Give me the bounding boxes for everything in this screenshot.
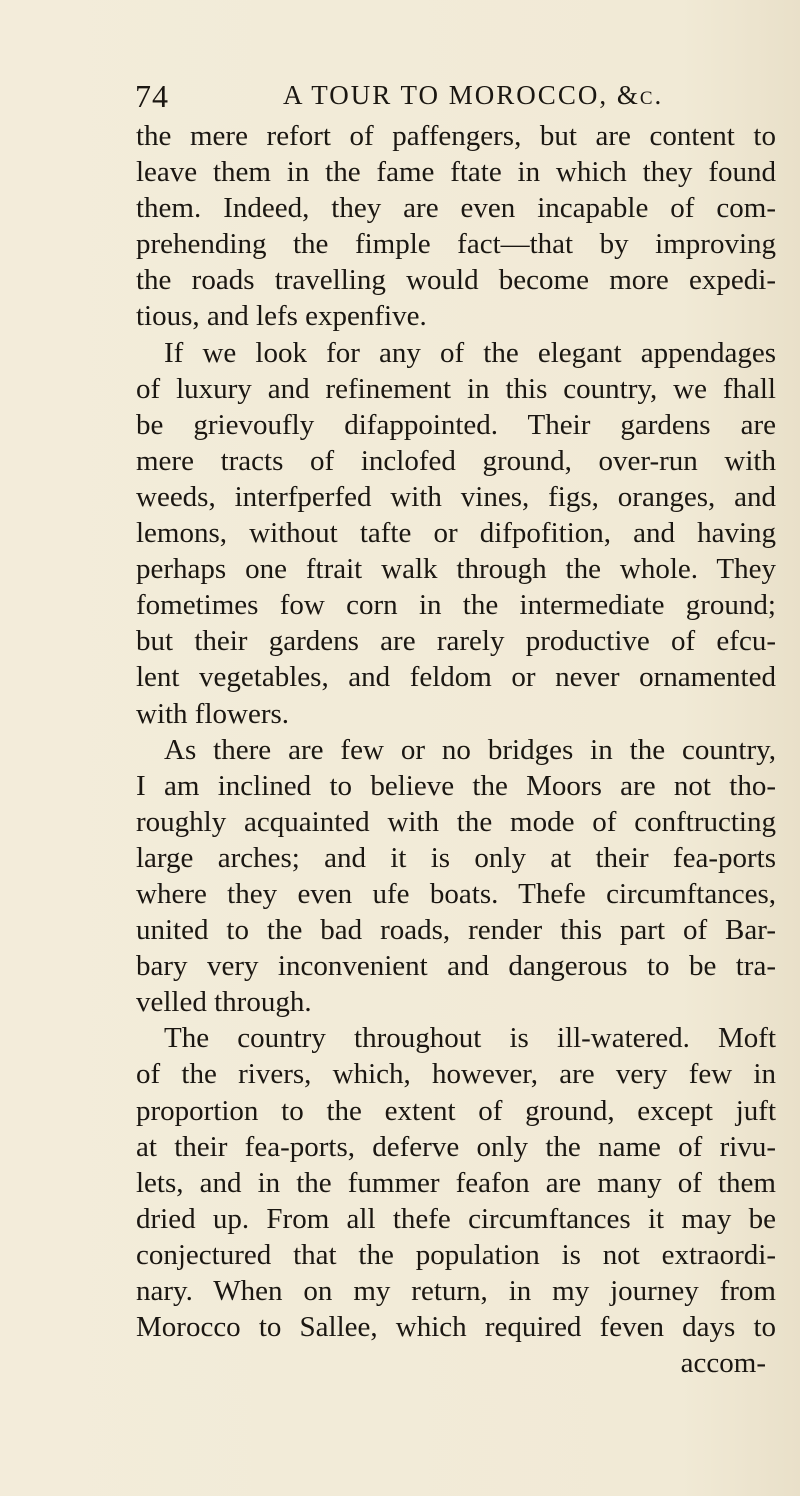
text-line: perhaps one ftrait walk through the whole. They [136, 553, 776, 586]
text-line: tious, and lefs expenfive. [136, 300, 427, 333]
text-line: velled through. [136, 986, 312, 1019]
text-line: proportion to the extent of ground, except juft [136, 1094, 776, 1127]
text-line: I am inclined to believe the Moors are not tho- [136, 769, 776, 802]
text-line: weeds, interfperfed with vines, figs, oranges, and [136, 480, 776, 513]
text-line: of the rivers, which, however, are very few in [136, 1058, 776, 1091]
text-line: be grievoufly difappointed. Their gardens are [136, 408, 776, 441]
text-line: the mere refort of paffengers, but are content to [136, 120, 776, 152]
text-line: Morocco to Sallee, which required feven days to [136, 1311, 776, 1344]
text-line: mere tracts of inclofed ground, over-run with [136, 444, 776, 477]
text-line: lemons, without tafte or difpofition, and having [136, 517, 776, 550]
body-text [136, 118, 776, 1381]
text-line: them. Indeed, they are even incapable of com- [136, 192, 776, 225]
text-line: As there are few or no bridges in the country, [164, 733, 776, 766]
page-header [135, 78, 675, 118]
text-line: dried up. From all thefe circumftances it may be [136, 1202, 776, 1235]
text-line: nary. When on my return, in my journey from [136, 1275, 776, 1307]
text-line: lets, and in the fummer feafon are many of them [136, 1166, 776, 1199]
text-line: large arches; and it is only at their fea-ports [136, 841, 776, 874]
text-line: roughly acquainted with the mode of conftructing [136, 805, 776, 838]
text-line: leave them in the fame ftate in which they found [136, 156, 776, 189]
text-line: lent vegetables, and feldom or never ornamented [136, 661, 776, 694]
text-line: united to the bad roads, render this part of Bar- [136, 914, 776, 947]
catchword: accom- [680, 1347, 766, 1380]
text-line: bary very inconvenient and dangerous to be tra- [136, 950, 776, 983]
text-line: conjectured that the population is not extraordi- [136, 1238, 776, 1271]
text-line: at their fea-ports, deferve only the name of rivu- [136, 1130, 776, 1163]
text-line: the roads travelling would become more expedi- [136, 264, 776, 297]
text-line: where they even ufe boats. Thefe circumftances, [136, 877, 776, 910]
text-line: fometimes fow corn in the intermediate ground; [136, 589, 776, 622]
text-line: The country throughout is ill-watered. Moft [164, 1022, 776, 1055]
text-line: but their gardens are rarely productive of efcu- [136, 625, 776, 658]
text-line: of luxury and refinement in this country, we fhall [136, 372, 776, 405]
text-line: If we look for any of the elegant appendages [164, 336, 776, 369]
running-head: A TOUR TO MOROCCO, &c. [283, 80, 664, 110]
page-number: 74 [135, 78, 169, 114]
text-line: prehending the fimple fact—that by improving [136, 228, 776, 261]
text-line: with flowers. [136, 697, 290, 730]
